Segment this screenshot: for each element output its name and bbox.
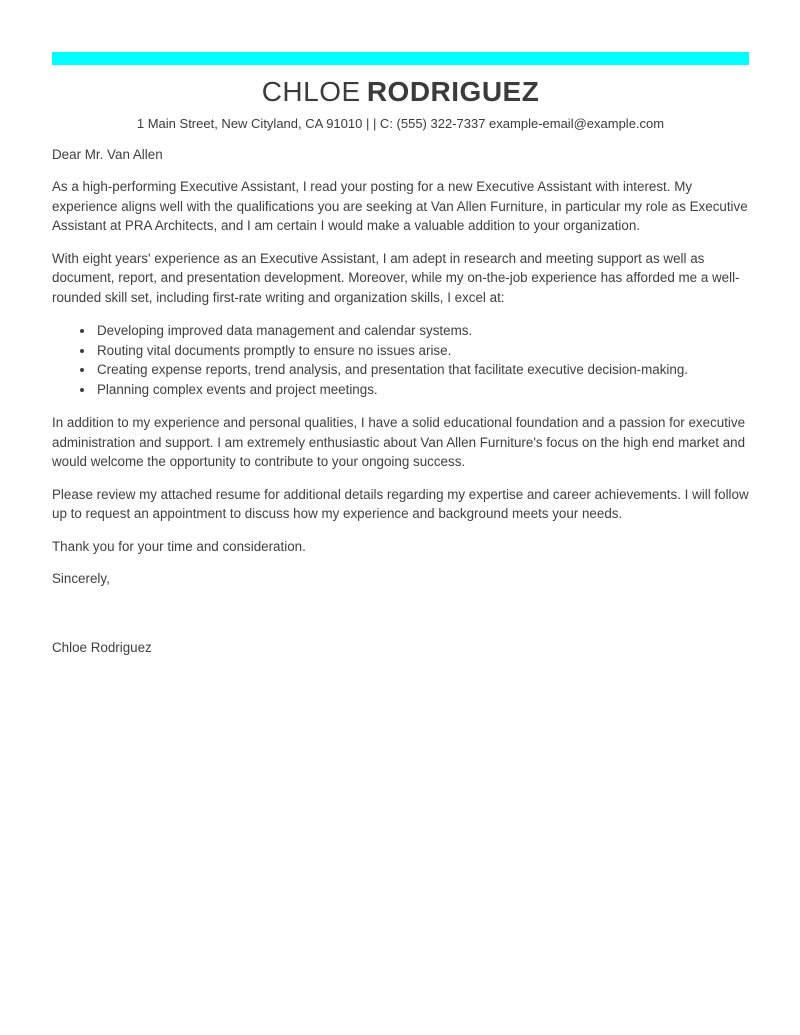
accent-bar [52,52,749,65]
bullet-item: • Planning complex events and project meetings. [95,380,749,400]
paragraph-intro: As a high-performing Executive Assistant, I read your posting for a new Executive Assistant with interest. My experience aligns well with the qualifications you are seeking at Van Allen Furniture, in particular my role as Executive Assistant at PRA Architects, and I am certain I would make a valuable addition to your organization. [52,179,748,234]
paragraph-experience: With eight years' experience as an Executive Assistant, I am adept in research and meeting support as well as document, report, and presentation development. Moreover, while my on-the-job experience has afforded me a well-rounded skill set, including first-rate writing and organization skills, I excel at: [52,250,740,305]
bullet-item: • Routing vital documents promptly to ensure no issues arise. [95,341,749,361]
thanks-line: Thank you for your time and consideration. [52,538,306,554]
contact-line: 1 Main Street, New Cityland, CA 91010 | | C: (555) 322-7337 example-email@example.com [136,115,665,131]
paragraph-education: In addition to my experience and personal qualities, I have a solid educational foundation and a passion for executive administration and support. I am extremely enthusiastic about Van Allen Furniture's focus on the high end market and would welcome the opportunity to contribute to your ongoing success. [52,415,746,470]
signature-name: Chloe Rodriguez [52,639,152,655]
closing-line: Sincerely, [52,571,110,587]
candidate-name [52,75,749,109]
candidate-first-name: CHLOE [261,76,361,107]
salutation: Dear Mr. Van Allen [52,146,163,162]
bullet-item: • Creating expense reports, trend analysis, and presentation that facilitate executive decision-making. [95,360,749,380]
paragraph-follow-up: Please review my attached resume for additional details regarding my expertise and career achievements. I will follow up to request an appointment to discuss how my experience and background meets your needs. [52,486,749,522]
skills-bullet-list [52,321,749,399]
letter-body [52,145,749,658]
bullet-item: • Developing improved data management and calendar systems. [95,321,749,341]
candidate-last-name: RODRIGUEZ [366,76,540,107]
